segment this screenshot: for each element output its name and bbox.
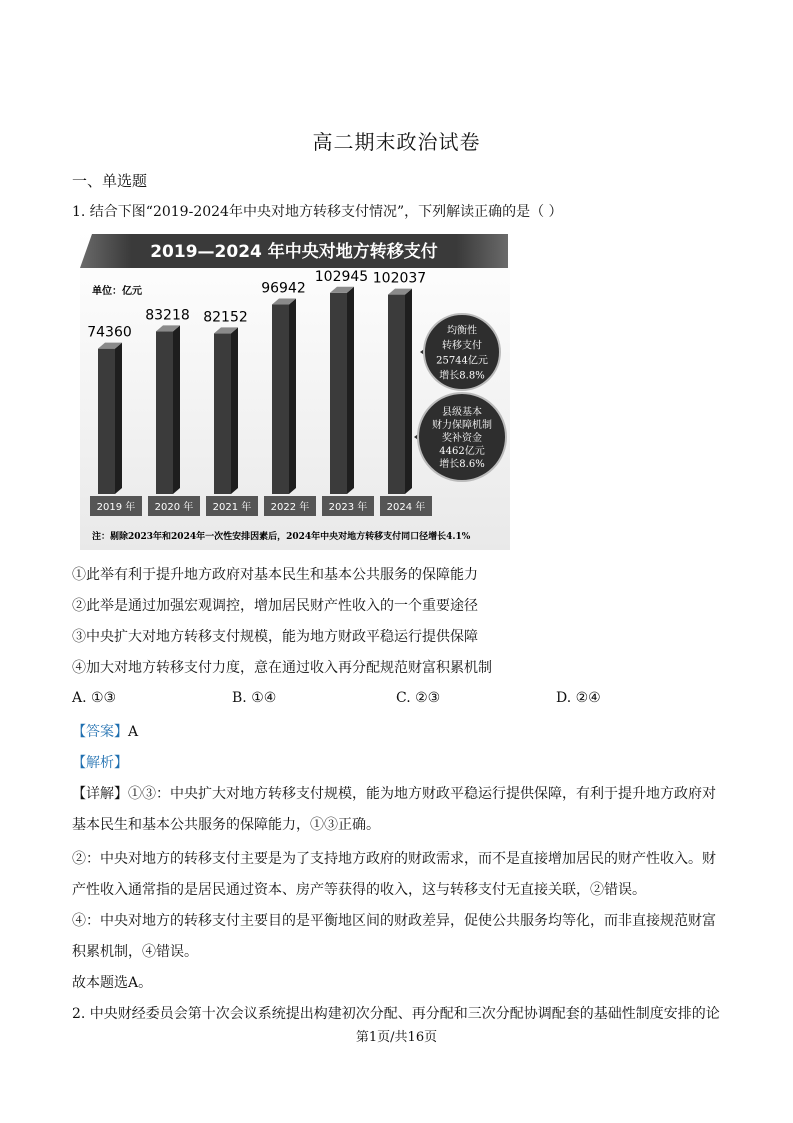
bar-side bbox=[347, 287, 354, 494]
analysis-label: 【解析】 bbox=[72, 755, 128, 771]
bar-side bbox=[289, 299, 296, 494]
chart-title: 2019—2024 年中央对地方转移支付 bbox=[150, 242, 438, 262]
detail-line-5: ④：中央对地方的转移支付主要目的是平衡地区间的财政差异，促使公共服务均等化，而非直接规范财富 bbox=[72, 913, 716, 929]
bar-2 bbox=[156, 325, 180, 494]
year-tick-label: 2021 年 bbox=[212, 502, 252, 513]
bar-6 bbox=[388, 289, 412, 494]
year-tick-label: 2024 年 bbox=[386, 502, 426, 513]
detail-text-1: ①③：中央扩大对地方转移支付规模，能为地方财政平稳运行提供保障，有利于提升地方政府对 bbox=[128, 786, 716, 802]
detail-line-3: ②：中央对地方的转移支付主要是为了支持地方政府的财政需求，而不是直接增加居民的财产性收入。财 bbox=[72, 851, 716, 867]
detail-line-6: 积累机制，④错误。 bbox=[72, 944, 198, 960]
bar-front bbox=[214, 333, 231, 494]
bar-value-label: 74360 bbox=[87, 324, 132, 341]
bar-side bbox=[231, 327, 238, 494]
bar-front bbox=[156, 331, 173, 494]
item-2: ②此举是通过加强宏观调控，增加居民财产性收入的一个重要途径 bbox=[72, 598, 478, 614]
conclusion: 故本题选A。 bbox=[72, 975, 153, 991]
chart-svg bbox=[80, 232, 510, 550]
bar-front bbox=[330, 293, 347, 494]
page-footer: 第1页/共16页 bbox=[355, 1030, 438, 1045]
bar-side bbox=[173, 325, 180, 494]
bar-value-label: 102037 bbox=[372, 270, 427, 287]
item-1: ①此举有利于提升地方政府对基本民生和基本公共服务的保障能力 bbox=[72, 567, 478, 583]
bar-5 bbox=[330, 287, 354, 494]
question-2-stem: 2. 中央财经委员会第十次会议系统提出构建初次分配、再分配和三次分配协调配套的基础性制度安排的论 bbox=[72, 1006, 720, 1022]
transfer-payment-chart bbox=[80, 232, 510, 550]
callout-text: 均衡性 bbox=[447, 325, 477, 337]
callout-text: 25744亿元 bbox=[436, 355, 488, 367]
bar-front bbox=[98, 349, 115, 494]
page-title: 高二期末政治试卷 bbox=[312, 130, 481, 154]
bar-4 bbox=[272, 299, 296, 494]
answer-label: 【答案】 bbox=[72, 724, 128, 740]
option-c: C. ②③ bbox=[396, 690, 441, 706]
bar-side bbox=[405, 289, 412, 494]
callout-text: 奖补资金 bbox=[442, 433, 482, 444]
chart-note: 注：剔除2023年和2024年一次性安排因素后，2024年中央对地方转移支付同口径增长4.1% bbox=[92, 532, 471, 542]
callout-text: 财力保障机制 bbox=[432, 420, 492, 431]
year-tick-label: 2020 年 bbox=[154, 502, 194, 513]
answer-value: A bbox=[128, 724, 139, 740]
year-tick-label: 2022 年 bbox=[270, 502, 310, 513]
callout-text: 县级基本 bbox=[442, 407, 482, 418]
year-tick-label: 2023 年 bbox=[328, 502, 368, 513]
option-a: A. ①③ bbox=[72, 690, 117, 706]
bar-1 bbox=[98, 343, 122, 494]
detail-line-2: 基本民生和基本公共服务的保障能力，①③正确。 bbox=[72, 817, 380, 833]
chart-unit-label: 单位：亿元 bbox=[92, 286, 142, 297]
detail-label: 【详解】 bbox=[72, 786, 128, 802]
bar-front bbox=[388, 295, 405, 494]
option-d: D. ②④ bbox=[556, 690, 601, 706]
detail-line-4: 产性收入通常指的是居民通过资本、房产等获得的收入，这与转移支付无直接关联，②错误。 bbox=[72, 882, 646, 898]
bar-value-label: 96942 bbox=[261, 280, 306, 297]
year-tick-label: 2019 年 bbox=[96, 502, 136, 513]
bar-side bbox=[115, 343, 122, 494]
section-heading: 一、单选题 bbox=[72, 172, 148, 190]
answer-row bbox=[72, 721, 138, 741]
callout-text: 转移支付 bbox=[442, 340, 482, 352]
callout-text: 增长8.6% bbox=[439, 459, 485, 470]
bar-value-label: 83218 bbox=[145, 307, 190, 324]
item-4: ④加大对地方转移支付力度，意在通过收入再分配规范财富积累机制 bbox=[72, 660, 492, 676]
bar-value-label: 82152 bbox=[203, 309, 248, 326]
detail-line-1 bbox=[72, 783, 716, 803]
option-b: B. ①④ bbox=[232, 690, 277, 706]
question-1-stem: 1. 结合下图“2019-2024年中央对地方转移支付情况”，下列解读正确的是（ ） bbox=[72, 204, 563, 220]
callout-text: 4462亿元 bbox=[439, 446, 485, 457]
callout-text: 增长8.8% bbox=[439, 370, 485, 382]
item-3: ③中央扩大对地方转移支付规模，能为地方财政平稳运行提供保障 bbox=[72, 629, 478, 645]
bar-3 bbox=[214, 327, 238, 494]
bar-front bbox=[272, 305, 289, 494]
bar-value-label: 102945 bbox=[314, 268, 369, 285]
